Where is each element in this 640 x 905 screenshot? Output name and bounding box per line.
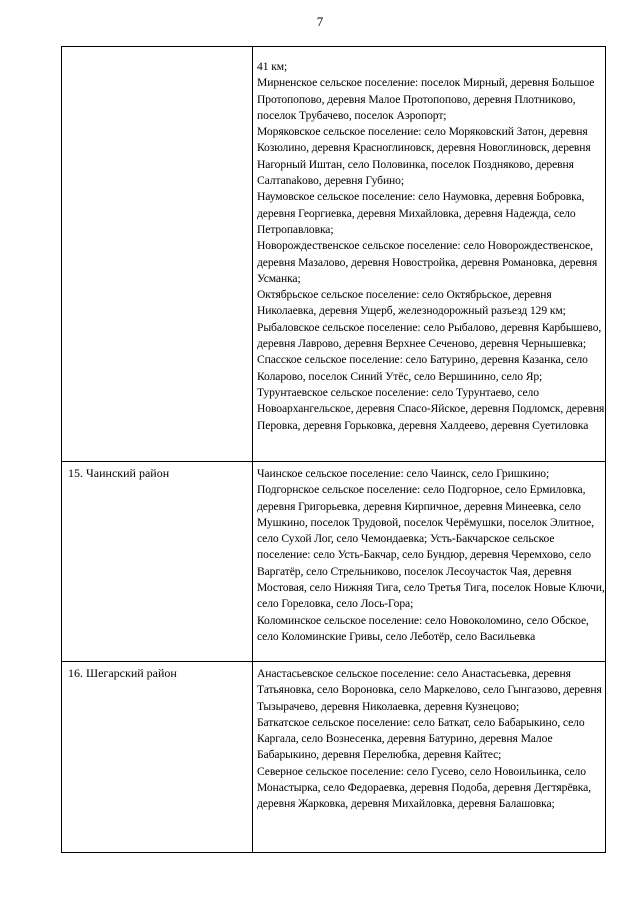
district-cell <box>62 462 253 662</box>
settlements-cell <box>253 662 606 853</box>
settlements-cell <box>253 47 606 462</box>
page-number: 7 <box>316 14 324 29</box>
district-label: 15. Чаинский район <box>68 466 170 480</box>
settlements-text: Анастасьевское сельское поселение: село Анастасьевка, деревня Татьяновка, село Вороновка, село Маркелово, село Гынгазово, деревня Тызырачево, деревня Николаевка, деревня Кузнецово; Баткатское сельское поселение: село Баткат, село Бабарыкино, село Каргала, село Вознесенка, деревня Батурино, деревня Малое Бабарыкино, деревня Перелюбка, деревня Кайтес; Северное сельское поселение: село Гусево, село Новоильинка, село Монастырка, село Федораевка, деревня Подоба, деревня Дегтярёвка, деревня Жарковка, деревня Михайловка, деревня Балашовка; <box>257 667 602 811</box>
district-label: 16. Шегарский район <box>68 666 177 680</box>
district-label <box>62 47 252 50</box>
table-row <box>62 662 606 853</box>
table-row <box>62 462 606 662</box>
settlements-text: 41 км; Мирненское сельское поселение: поселок Мирный, деревня Большое Протопопово, деревня Малое Протопопово, деревня Плотниково, поселок Трубачево, поселок Аэропорт; Моряковское сельское поселение: село Моряковский Затон, деревня Козюлино, деревня Красноглиновск, деревня Новоглиновск, деревня Нагорный Иштан, село Половинка, поселок Поздняково, деревня Салтаnakово, деревня Губино; Наумовское сельское поселение: село Наумовка, деревня Бобровка, деревня Георгиевка, деревня Михайловка, деревня Надежда, село Петропавловка; Новорождественское сельское поселение: село Новорождественское, деревня Мазалово, деревня Новостройка, деревня Романовка, деревня Усманка; Октябрьское сельское поселение: село Октябрьское, деревня Николаевка, деревня Ущерб, железнодорожный разъезд 129 км; Рыбаловское сельское поселение: село Рыбалово, деревня Карбышево, деревня Лаврово, деревня Верхнее Сеченово, деревня Чернышевка; Спасское сельское поселение: село Батурино, деревня Казанка, село Коларово, поселок Синий Утёс, село Вершинино, село Яр; Турунтаевское сельское поселение: село Турунтаево, село Новоархангельское, деревня Спасо-Яйское, деревня Подломск, деревня Перовка, деревня Горьковка, деревня Халдеево, деревня Суетиловка <box>257 60 605 432</box>
settlements-text: Чаинское сельское поселение: село Чаинск, село Гришкино; Подгорнское сельское поселение: село Подгорное, село Ермиловка, деревня Григорьевка, деревня Кирпичное, деревня Минеевка, село Мушкино, поселок Трудовой, поселок Черёмушки, поселок Элитное, село Сухой Лог, село Чемондаевка; Усть-Бакчарское сельское поселение: село Усть-Бакчар, село Бундюр, деревня Черемхово, село Варгатёр, село Стрельниково, поселок Лесоучасток Чая, деревня Мостовая, село Нижняя Тига, село Третья Тига, поселок Новые Ключи, село Гореловка, село Лось-Гора; Коломинское сельское поселение: село Новоколомино, село Обское, село Коломинские Гривы, село Леботёр, село Васильевка <box>257 467 605 643</box>
settlements-cell <box>253 462 606 662</box>
table-row <box>62 47 606 462</box>
settlements-table <box>61 46 606 853</box>
district-cell <box>62 47 253 462</box>
district-cell <box>62 662 253 853</box>
